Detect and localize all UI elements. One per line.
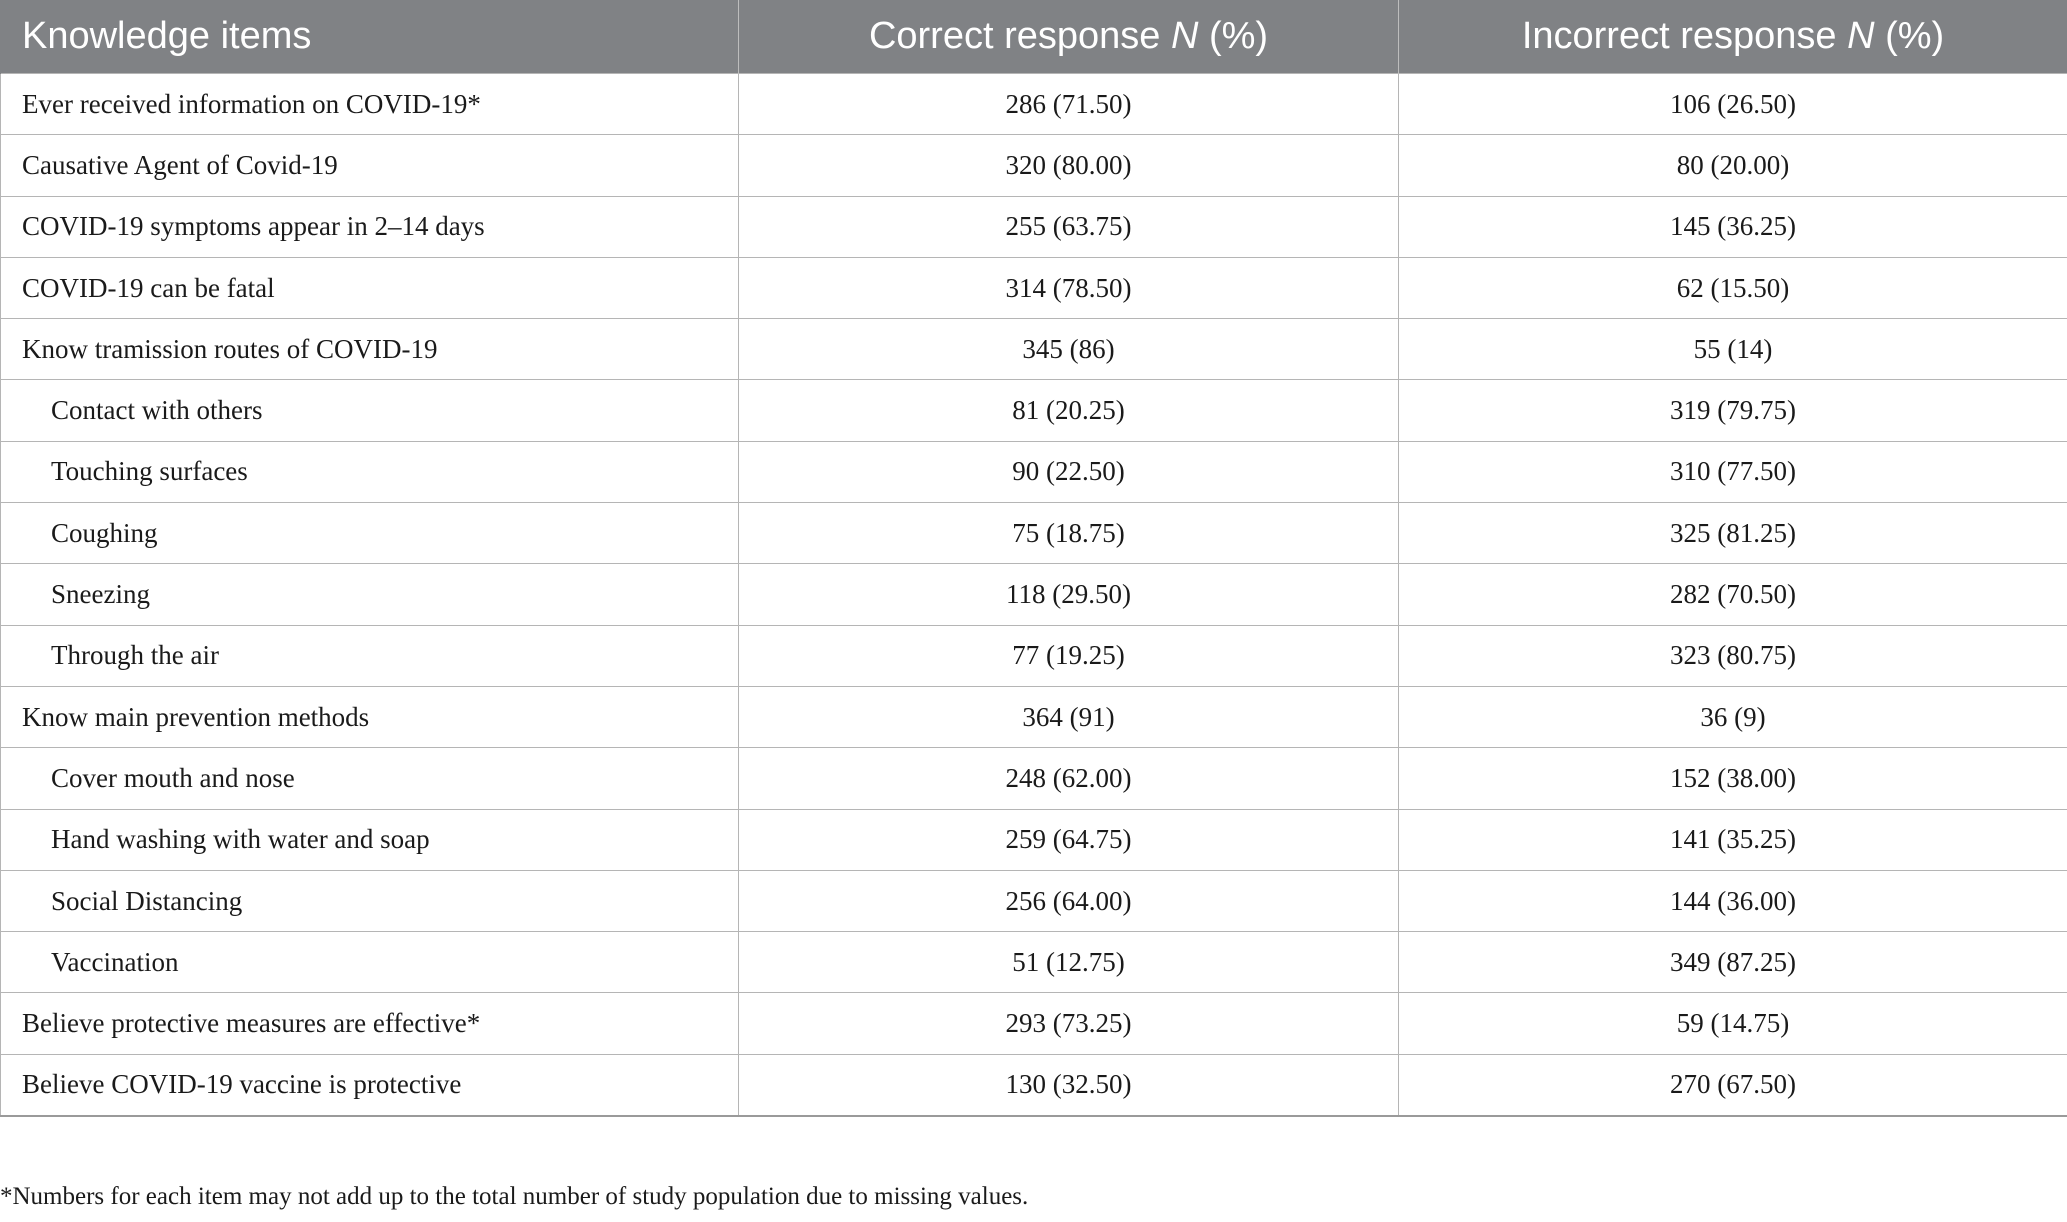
table-row: [1, 564, 2067, 625]
table-row: [1, 932, 2067, 993]
row-item-label: Believe protective measures are effective*: [1, 993, 739, 1054]
table-row: [1, 503, 2067, 564]
row-correct-value: 75 (18.75): [739, 503, 1399, 564]
row-incorrect-value: 106 (26.50): [1399, 74, 2067, 135]
row-item-label: Causative Agent of Covid-19: [1, 135, 739, 196]
row-correct-value: 90 (22.50): [739, 441, 1399, 502]
row-incorrect-value: 325 (81.25): [1399, 503, 2067, 564]
row-correct-value: 255 (63.75): [739, 196, 1399, 257]
table-row: [1, 748, 2067, 809]
row-correct-value: 130 (32.50): [739, 1054, 1399, 1116]
row-item-label: Touching surfaces: [1, 441, 739, 502]
row-correct-value: 248 (62.00): [739, 748, 1399, 809]
row-item-label: Through the air: [1, 625, 739, 686]
table-row: [1, 257, 2067, 318]
table-row: [1, 625, 2067, 686]
table-row: [1, 809, 2067, 870]
row-correct-value: 118 (29.50): [739, 564, 1399, 625]
header-knowledge-items: [1, 0, 739, 74]
header-correct-prefix: Correct response: [868, 15, 1171, 57]
table-row: [1, 686, 2067, 747]
row-correct-value: 256 (64.00): [739, 870, 1399, 931]
row-incorrect-value: 349 (87.25): [1399, 932, 2067, 993]
row-item-label: Hand washing with water and soap: [1, 809, 739, 870]
header-incorrect-prefix: Incorrect response: [1521, 15, 1848, 57]
row-incorrect-value: 141 (35.25): [1399, 809, 2067, 870]
row-item-label: Believe COVID-19 vaccine is protective: [1, 1054, 739, 1116]
header-knowledge-items-label: Knowledge items: [22, 15, 312, 57]
row-incorrect-value: 152 (38.00): [1399, 748, 2067, 809]
row-correct-value: 364 (91): [739, 686, 1399, 747]
table-header-row: [1, 0, 2067, 74]
row-item-label: COVID-19 symptoms appear in 2–14 days: [1, 196, 739, 257]
header-correct-response: [739, 0, 1399, 74]
row-correct-value: 51 (12.75): [739, 932, 1399, 993]
table-row: [1, 380, 2067, 441]
row-item-label: Know tramission routes of COVID-19: [1, 319, 739, 380]
table-row: [1, 135, 2067, 196]
row-incorrect-value: 36 (9): [1399, 686, 2067, 747]
row-correct-value: 77 (19.25): [739, 625, 1399, 686]
row-item-label: Ever received information on COVID-19*: [1, 74, 739, 135]
row-incorrect-value: 323 (80.75): [1399, 625, 2067, 686]
row-correct-value: 293 (73.25): [739, 993, 1399, 1054]
row-incorrect-value: 282 (70.50): [1399, 564, 2067, 625]
row-correct-value: 81 (20.25): [739, 380, 1399, 441]
header-correct-n: N: [1170, 15, 1199, 57]
row-correct-value: 259 (64.75): [739, 809, 1399, 870]
row-incorrect-value: 319 (79.75): [1399, 380, 2067, 441]
table-row: [1, 196, 2067, 257]
table-footnote: *Numbers for each item may not add up to the total number of study population due to missing values.: [0, 1183, 1029, 1210]
row-incorrect-value: 144 (36.00): [1399, 870, 2067, 931]
row-item-label: Know main prevention methods: [1, 686, 739, 747]
header-incorrect-response: [1399, 0, 2067, 74]
row-incorrect-value: 80 (20.00): [1399, 135, 2067, 196]
header-incorrect-n: N: [1847, 15, 1875, 57]
row-item-label: Cover mouth and nose: [1, 748, 739, 809]
row-item-label: COVID-19 can be fatal: [1, 257, 739, 318]
row-item-label: Contact with others: [1, 380, 739, 441]
row-incorrect-value: 145 (36.25): [1399, 196, 2067, 257]
header-correct-suffix: (%): [1198, 15, 1269, 57]
table-row: [1, 870, 2067, 931]
row-correct-value: 320 (80.00): [739, 135, 1399, 196]
table-row: [1, 993, 2067, 1054]
row-incorrect-value: 55 (14): [1399, 319, 2067, 380]
row-incorrect-value: 310 (77.50): [1399, 441, 2067, 502]
row-item-label: Coughing: [1, 503, 739, 564]
row-correct-value: 345 (86): [739, 319, 1399, 380]
table-row: [1, 74, 2067, 135]
row-correct-value: 314 (78.50): [739, 257, 1399, 318]
row-incorrect-value: 270 (67.50): [1399, 1054, 2067, 1116]
table-row: [1, 319, 2067, 380]
table-row: [1, 1054, 2067, 1116]
row-incorrect-value: 62 (15.50): [1399, 257, 2067, 318]
row-item-label: Social Distancing: [1, 870, 739, 931]
row-correct-value: 286 (71.50): [739, 74, 1399, 135]
row-incorrect-value: 59 (14.75): [1399, 993, 2067, 1054]
row-item-label: Sneezing: [1, 564, 739, 625]
table-row: [1, 441, 2067, 502]
row-item-label: Vaccination: [1, 932, 739, 993]
header-incorrect-suffix: (%): [1874, 15, 1945, 57]
